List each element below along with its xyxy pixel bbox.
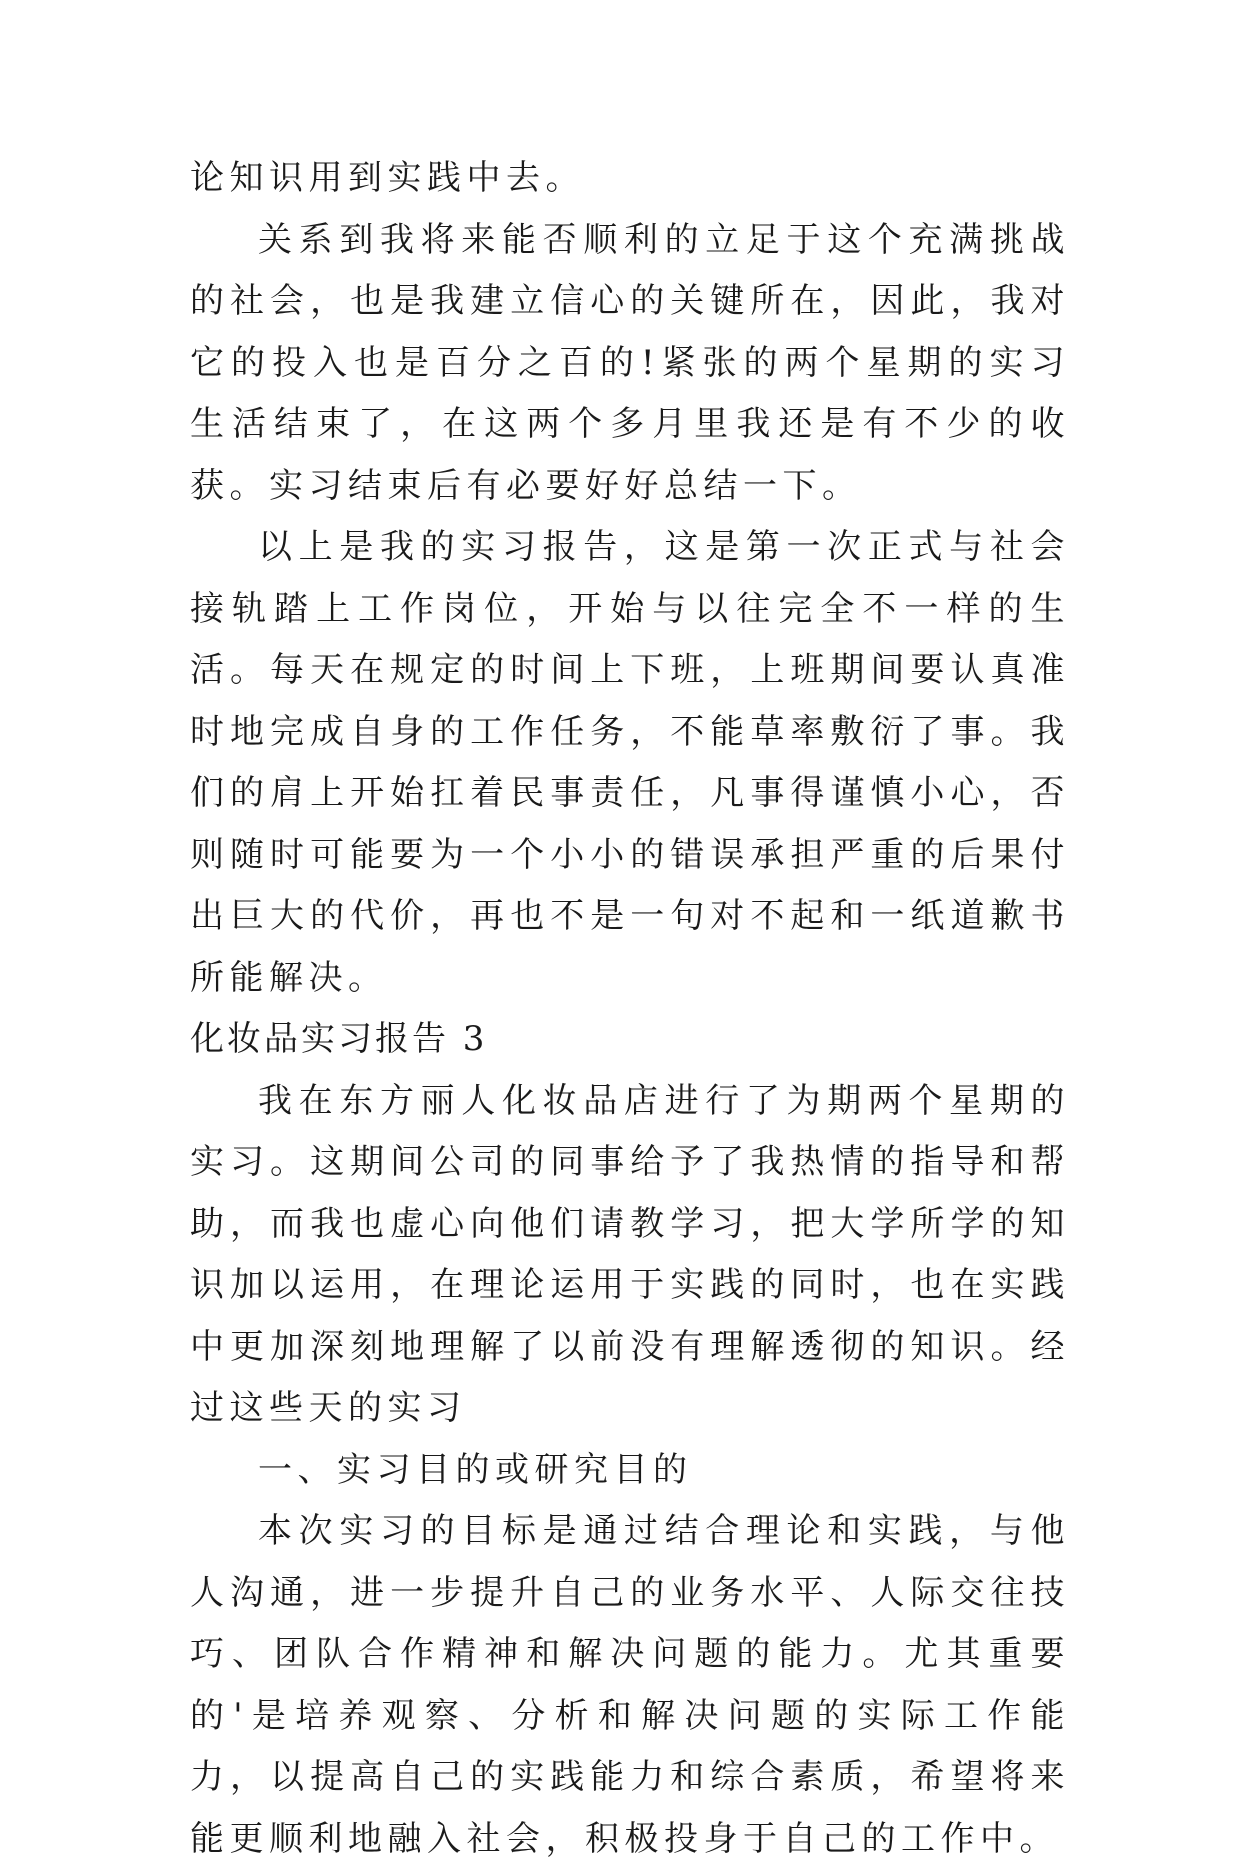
paragraph-internship-goals: 本次实习的目标是通过结合理论和实践，与他人沟通，进一步提升自己的业务水平、人际交往技巧、团队合作精神和解决问题的能力。尤其重要的'是培养观察、分析和解决问题的实际工作能力，以提高自己的实践能力和综合素质，希望将来能更顺利地融入社会，积极投身于自己的工作中。 xyxy=(190,1511,1070,1859)
paragraph-continuation: 论知识用到实践中去。 xyxy=(190,158,585,198)
paragraph-cosmetics-store-intro: 我在东方丽人化妆品店进行了为期两个星期的实习。这期间公司的同事给予了我热情的指导和帮助，而我也虚心向他们请教学习，把大学所学的知识加以运用，在理论运用于实践的同时，也在实践中更加深刻地理解了以前没有理解透彻的知识。经过这些天的实习 xyxy=(190,1080,1070,1428)
subheading-internship-purpose: 一、实习目的或研究目的 xyxy=(258,1449,693,1490)
document-body xyxy=(190,148,1070,1870)
paragraph-future-society: 关系到我将来能否顺利的立足于这个充满挑战的社会，也是我建立信心的关键所在，因此，我对它的投入也是百分之百的!紧张的两个星期的实习生活结束了，在这两个多月里我还是有不少的收获。实习结束后有必要好好总结一下。 xyxy=(190,219,1070,506)
paragraph-internship-report-summary: 以上是我的实习报告，这是第一次正式与社会接轨踏上工作岗位，开始与以往完全不一样的生活。每天在规定的时间上下班，上班期间要认真准时地完成自身的工作任务，不能草率敷衍了事。我们的肩上开始扛着民事责任，凡事得谨慎小心，否则随时可能要为一个小小的错误承担严重的后果付出巨大的代价，再也不是一句对不起和一纸道歉书所能解决。 xyxy=(190,527,1070,998)
section-heading: 化妆品实习报告 3 xyxy=(190,1019,488,1059)
